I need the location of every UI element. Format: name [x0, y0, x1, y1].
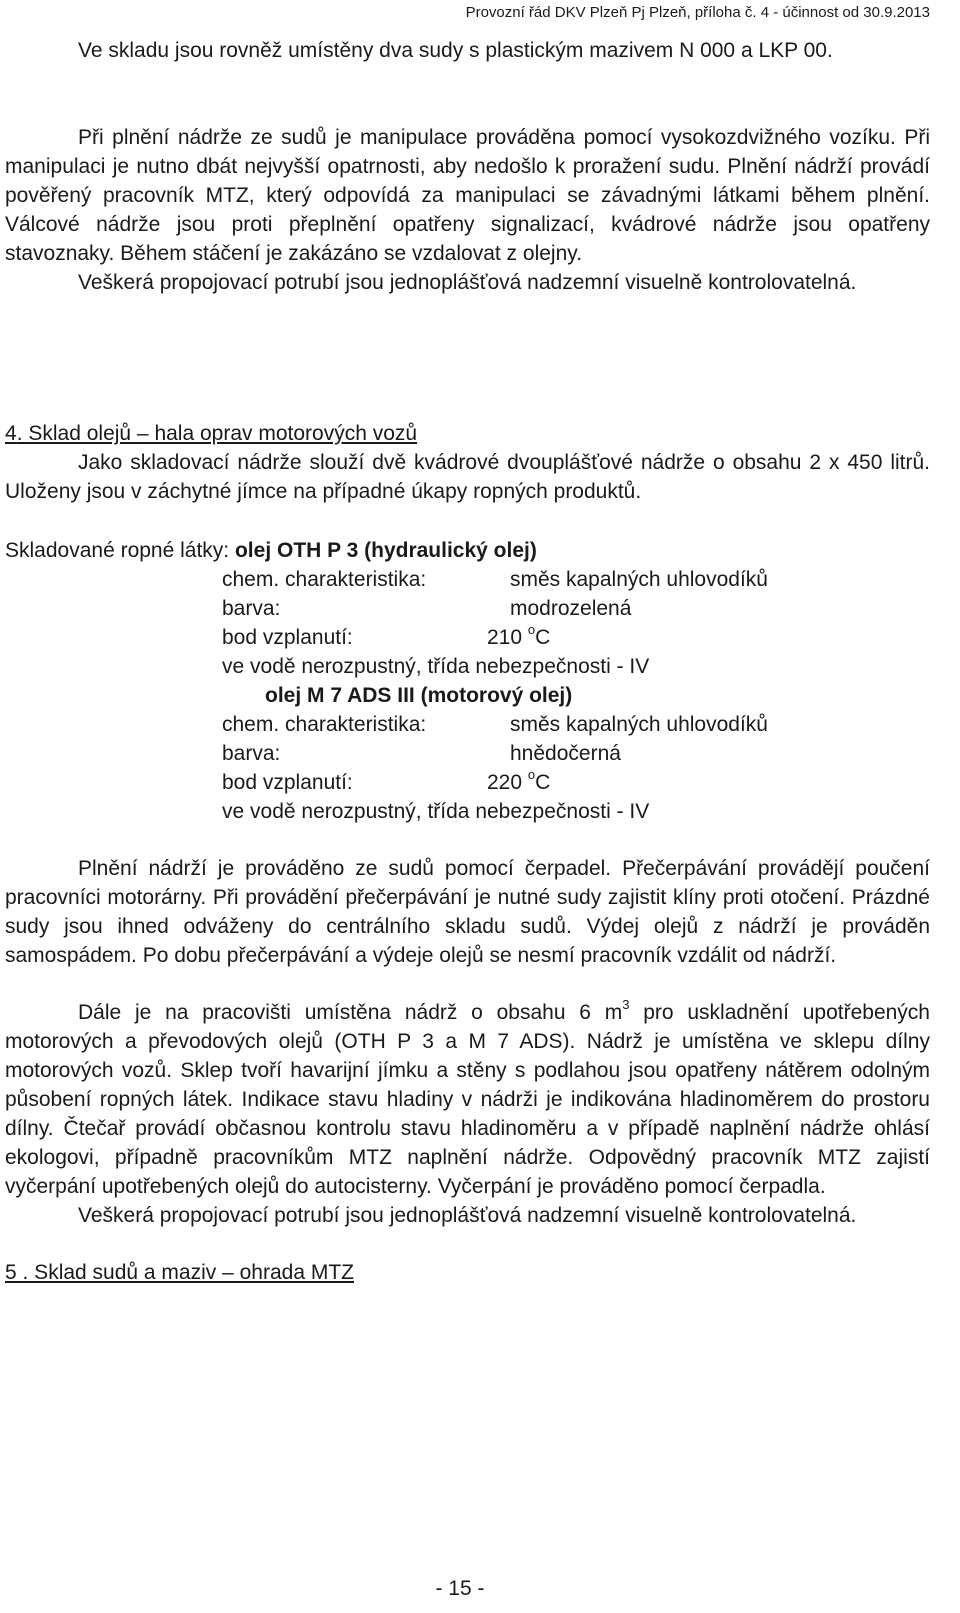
oil-2-flash-label: bod vzplanutí:	[222, 771, 353, 794]
paragraph-lubricant-drums: Ve skladu jsou rovněž umístěny dva sudy s plastickým mazivem N 000 a LKP 00.	[78, 39, 833, 62]
page-number: - 15 -	[435, 1577, 485, 1600]
section-4-title: . Sklad olejů – hala oprav motorových vozů	[16, 422, 418, 445]
oil-1-chem-label: chem. charakteristika:	[222, 568, 427, 591]
paragraph-waste-oil-tank: Dále je na pracovišti umístěna nádrž o obsahu 6 $m^3$ pro uskladnění upotřebených motorových a převodových olejů (OTH P 3 a M 7 ADS). Nádrž je umístěna ve sklepu dílny motorových vozů. Sklep tvoří havarijní jímku a stěny s podlahou jsou opatřeny nátěrem odolným působení ropných látek. Indikace stavu hladiny v nádrži je indikována hladinoměrem do prostoru dílny. Čtečař provádí občasnou kontrolu stavu hladinoměru a v případě naplnění nádrže ohlásí ekologovi, případně pracovníkům MTZ naplnění nádrže. Odpovědný pracovník MTZ zajistí vyčerpání upotřebených olejů do autocisterny. Vyčerpání je prováděno pomocí čerpadla.	[5, 997, 930, 1198]
paragraph-piping: Veškerá propojovací potrubí jsou jednoplášťová nadzemní visuelně kontrolovatelná.	[78, 271, 857, 294]
oil-2-name: olej M 7 ADS III (motorový olej)	[265, 684, 573, 707]
paragraph-storage-tanks: Jako skladovací nádrže slouží dvě kvádrové dvouplášťové nádrže o obsahu 2 x 450 litrů. Uloženy jsou v záchytné jímce na případné úkapy ropných produktů.	[5, 451, 930, 503]
oil-2-flash-value: 220 $^o$C	[487, 767, 551, 794]
stored-substances-line	[5, 536, 930, 565]
paragraph-piping-2: Veškerá propojovací potrubí jsou jednoplášťová nadzemní visuelně kontrolovatelná.	[78, 1204, 857, 1227]
oil-1-color-value: modrozelená	[510, 597, 632, 620]
document-body	[5, 36, 930, 1287]
oil-1-chem-value: směs kapalných uhlovodíků	[510, 568, 768, 591]
section-4-heading	[5, 419, 930, 448]
oil-1-flash-label: bod vzplanutí:	[222, 626, 353, 649]
oil-properties	[222, 565, 930, 826]
oil-2-color-label: barva:	[222, 742, 281, 765]
page-header: Provozní řád DKV Plzeň Pj Plzeň, příloha č. 4 - účinnost od 30.9.2013	[465, 4, 930, 21]
section-5-heading: 5 . Sklad sudů a maziv – ohrada MTZ	[5, 1261, 354, 1284]
oil-1-color-label: barva:	[222, 597, 281, 620]
section-4-number: 4	[5, 422, 17, 445]
paragraph-pumping: Plnění nádrží je prováděno ze sudů pomocí čerpadel. Přečerpávání provádějí poučení pracovníci motorárny. Při provádění přečerpávání je nutné sudy zajistit klíny proti otočení. Prázdné sudy jsou ihned odváženy do centrálního skladu sudů. Výdej olejů z nádrží je prováděn samospádem. Po dobu přečerpávání a výdeje olejů se nesmí pracovník vzdálit od nádrží.	[5, 857, 930, 967]
oil-1-flash-value: 210 $^o$C	[487, 622, 551, 649]
oil-2-note: ve vodě nerozpustný, třída nebezpečnosti - IV	[222, 800, 650, 823]
oil-2-chem-label: chem. charakteristika:	[222, 713, 427, 736]
oil-2-color-value: hnědočerná	[510, 742, 621, 765]
stored-substances-label: Skladované ropné látky:	[5, 539, 235, 562]
oil-1-note: ve vodě nerozpustný, třída nebezpečnosti - IV	[222, 655, 650, 678]
paragraph-tank-filling: Při plnění nádrže ze sudů je manipulace prováděna pomocí vysokozdvižného vozíku. Při manipulaci je nutno dbát nejvyšší opatrnosti, aby nedošlo k proražení sudu. Plnění nádrží provádí pověřený pracovník MTZ, který odpovídá za manipulaci se závadnými látkami během plnění. Válcové nádrže jsou proti přeplnění opatřeny signalizací, kvádrové nádrže jsou opatřeny stavoznaky. Během stáčení je zakázáno se vzdalovat z olejny.	[5, 126, 930, 265]
oil-2-chem-value: směs kapalných uhlovodíků	[510, 713, 768, 736]
oil-1-name: olej OTH P 3 (hydraulický olej)	[234, 539, 537, 562]
